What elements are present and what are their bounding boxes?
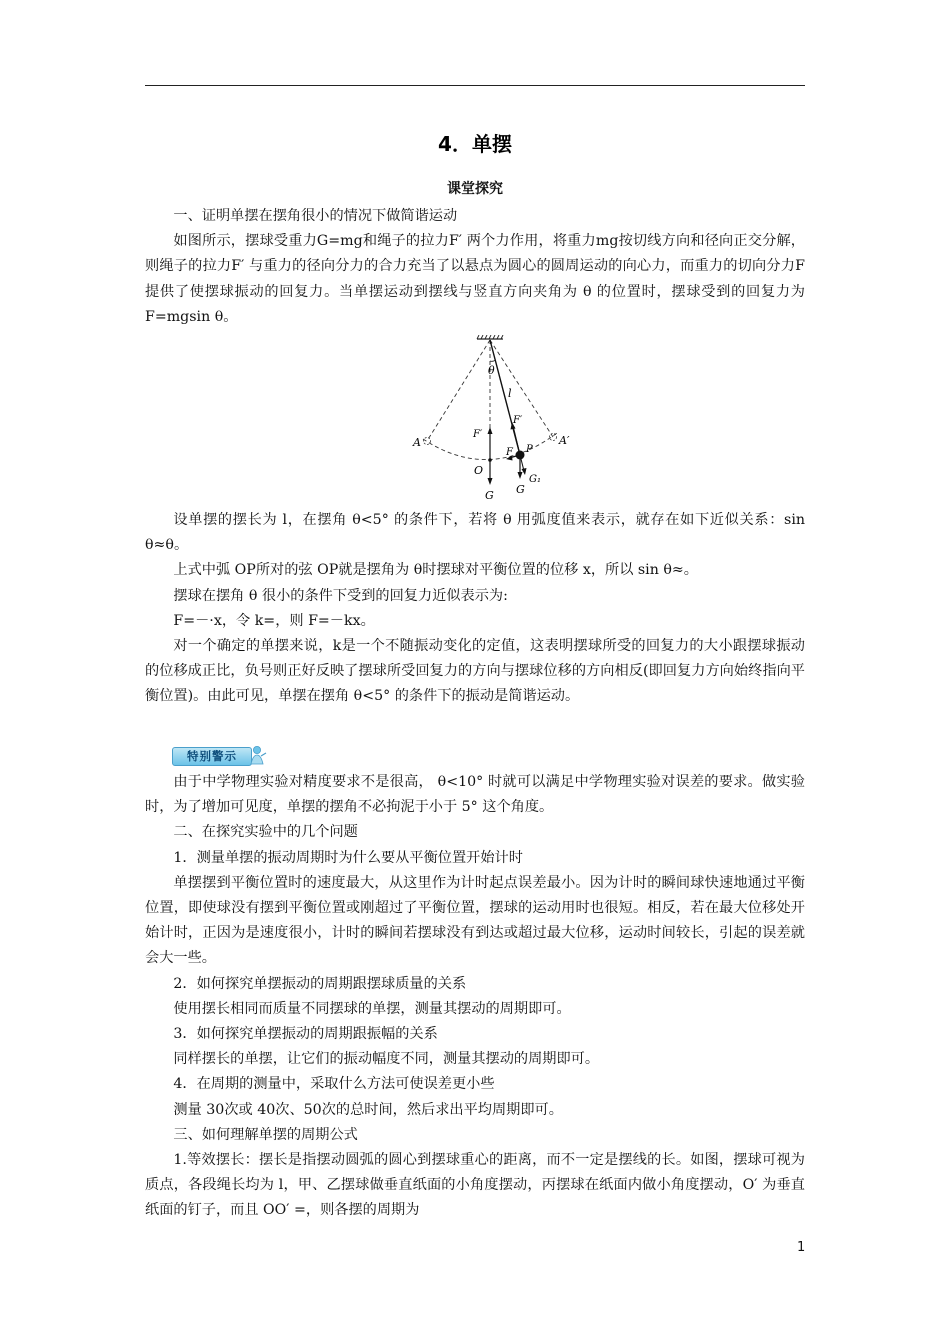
restoring-force-label: F — [506, 447, 513, 458]
length-label: l — [508, 387, 512, 400]
question-four: 4．在周期的测量中，采取什么方法可使误差更小些 — [173, 1076, 495, 1093]
paragraph: 使用摆长相同而质量不同摆球的单摆，测量其摆动的周期即可。 — [173, 1000, 571, 1017]
special-warning-badge — [172, 744, 268, 766]
paragraph: 同样摆长的单摆，让它们的振动幅度不同，测量其摆动的周期即可。 — [173, 1051, 600, 1068]
question-one: 1．测量单摆的振动周期时为什么要从平衡位置开始计时 — [173, 849, 523, 866]
formula-line: F=－·x，令 k=，则 F=－kx。 — [173, 612, 375, 629]
section-title: 4．单摆 — [438, 132, 512, 156]
ceiling-hatch — [477, 335, 503, 339]
paragraph: 如图所示，摆球受重力G=mg和绳子的拉力F′ 两个力作用，将重力mg按切线方向和径向正交分解，则绳子的拉力F′ 与重力的径向分力的合力充当了以悬点为圆心的圆周运动的向心力，而重力的切向分力F提供了使摆球振动的回复力。当单摆运动到摆线与竖直方向夹角为 θ 的位置时，摆球受到的回复力为F=mgsin θ。 — [145, 233, 805, 325]
point-a-prime-label: A′ — [559, 434, 570, 447]
paragraph: 单摆摆到平衡位置时的速度最大，从这里作为计时起点误差最小。因为计时的瞬间球快速地通过平衡位置，即使球没有摆到平衡位置或刚超过了平衡位置，摆球的运动用时也很短。相反，若在最大位移处开始计时，正因为是速度很小，计时的瞬间若摆球没有到达或超过最大位移，运动时间较长，引起的误差就会大一些。 — [145, 874, 805, 967]
ball-tension-label: F′ — [513, 415, 523, 426]
ball-gravity-label: G — [516, 483, 525, 496]
center-tension-arrowhead — [488, 427, 493, 434]
point-a-label: A — [413, 436, 421, 449]
question-two: 2．如何探究单摆振动的周期跟摆球质量的关系 — [173, 975, 467, 992]
paragraph: 对一个确定的单摆来说，k是一个不随振动变化的定值，这表明摆球所受的回复力的大小跟摆球振动的位移成正比，负号则正好反映了摆球所受回复力的方向与摆球位移的方向相反(即回复力方向始终指向平衡位置)。由此可见，单摆在摆角 θ<5° 的条件下的振动是简谐运动。 — [145, 638, 805, 705]
radial-component-arrowhead — [522, 468, 527, 475]
theta-arc — [490, 360, 496, 361]
heading-three: 三、如何理解单摆的周期公式 — [173, 1126, 358, 1143]
left-extreme-string — [427, 340, 490, 441]
notes-block — [145, 770, 805, 1224]
ball-gravity-arrowhead — [518, 472, 523, 479]
heading-one: 一、证明单摆在摆角很小的情况下做简谐运动 — [173, 208, 458, 224]
heading-two: 二、在探究实验中的几个问题 — [173, 824, 358, 841]
paragraph: 测量 30次或 40次、50次的总时间，然后求出平均周期即可。 — [173, 1101, 563, 1118]
paragraph: 上式中弧 OP所对的弦 OP就是摆角为 θ时摆球对平衡位置的位移 x，所以 sin θ≈。 — [173, 562, 698, 579]
center-tension-label: F′ — [473, 429, 483, 440]
person-icon — [246, 744, 268, 766]
theta-label: θ — [488, 364, 495, 377]
paragraph: 1.等效摆长：摆长是指摆动圆弧的圆心到摆球重心的距离，而不一定是摆线的长。如图，摆球可视为质点，各段绳长均为 l，甲、乙摆球做垂直纸面的小角度摆动，丙摆球在纸面内做小角度摆动，O′ 为垂直纸面的钉子，而且 OO′ =，则各摆的周期为 — [145, 1152, 805, 1219]
paragraph: 由于中学物理实验对精度要求不是很高， θ<10° 时就可以满足中学物理实验对误差的要求。做实验时，为了增加可见度，单摆的摆角不必拘泥于小于 5° 这个角度。 — [145, 774, 805, 816]
header-rule — [145, 85, 805, 86]
center-gravity-arrowhead — [488, 478, 493, 485]
equilibrium-point — [488, 458, 492, 462]
radial-component-label: G₁ — [529, 474, 541, 485]
badge-label: 特别警示 — [172, 747, 252, 766]
point-o-label: O — [474, 464, 484, 477]
derivation-block — [145, 508, 805, 710]
question-three: 3．如何探究单摆振动的周期跟振幅的关系 — [173, 1026, 438, 1043]
center-gravity-label: G — [485, 489, 494, 502]
pendulum-diagram — [405, 335, 595, 505]
paragraph: 设单摆的摆长为 l，在摆角 θ<5° 的条件下，若将 θ 用弧度值来表示，就存在如下近似关系：sin θ≈θ。 — [145, 512, 805, 554]
page-number: 1 — [797, 1240, 806, 1255]
intro-block — [145, 204, 805, 330]
section-subtitle: 课堂探究 — [447, 181, 503, 197]
pendulum-ball — [516, 451, 525, 460]
paragraph: 摆球在摆角 θ 很小的条件下受到的回复力近似表示为: — [173, 587, 508, 604]
point-p-label: P — [526, 444, 533, 455]
